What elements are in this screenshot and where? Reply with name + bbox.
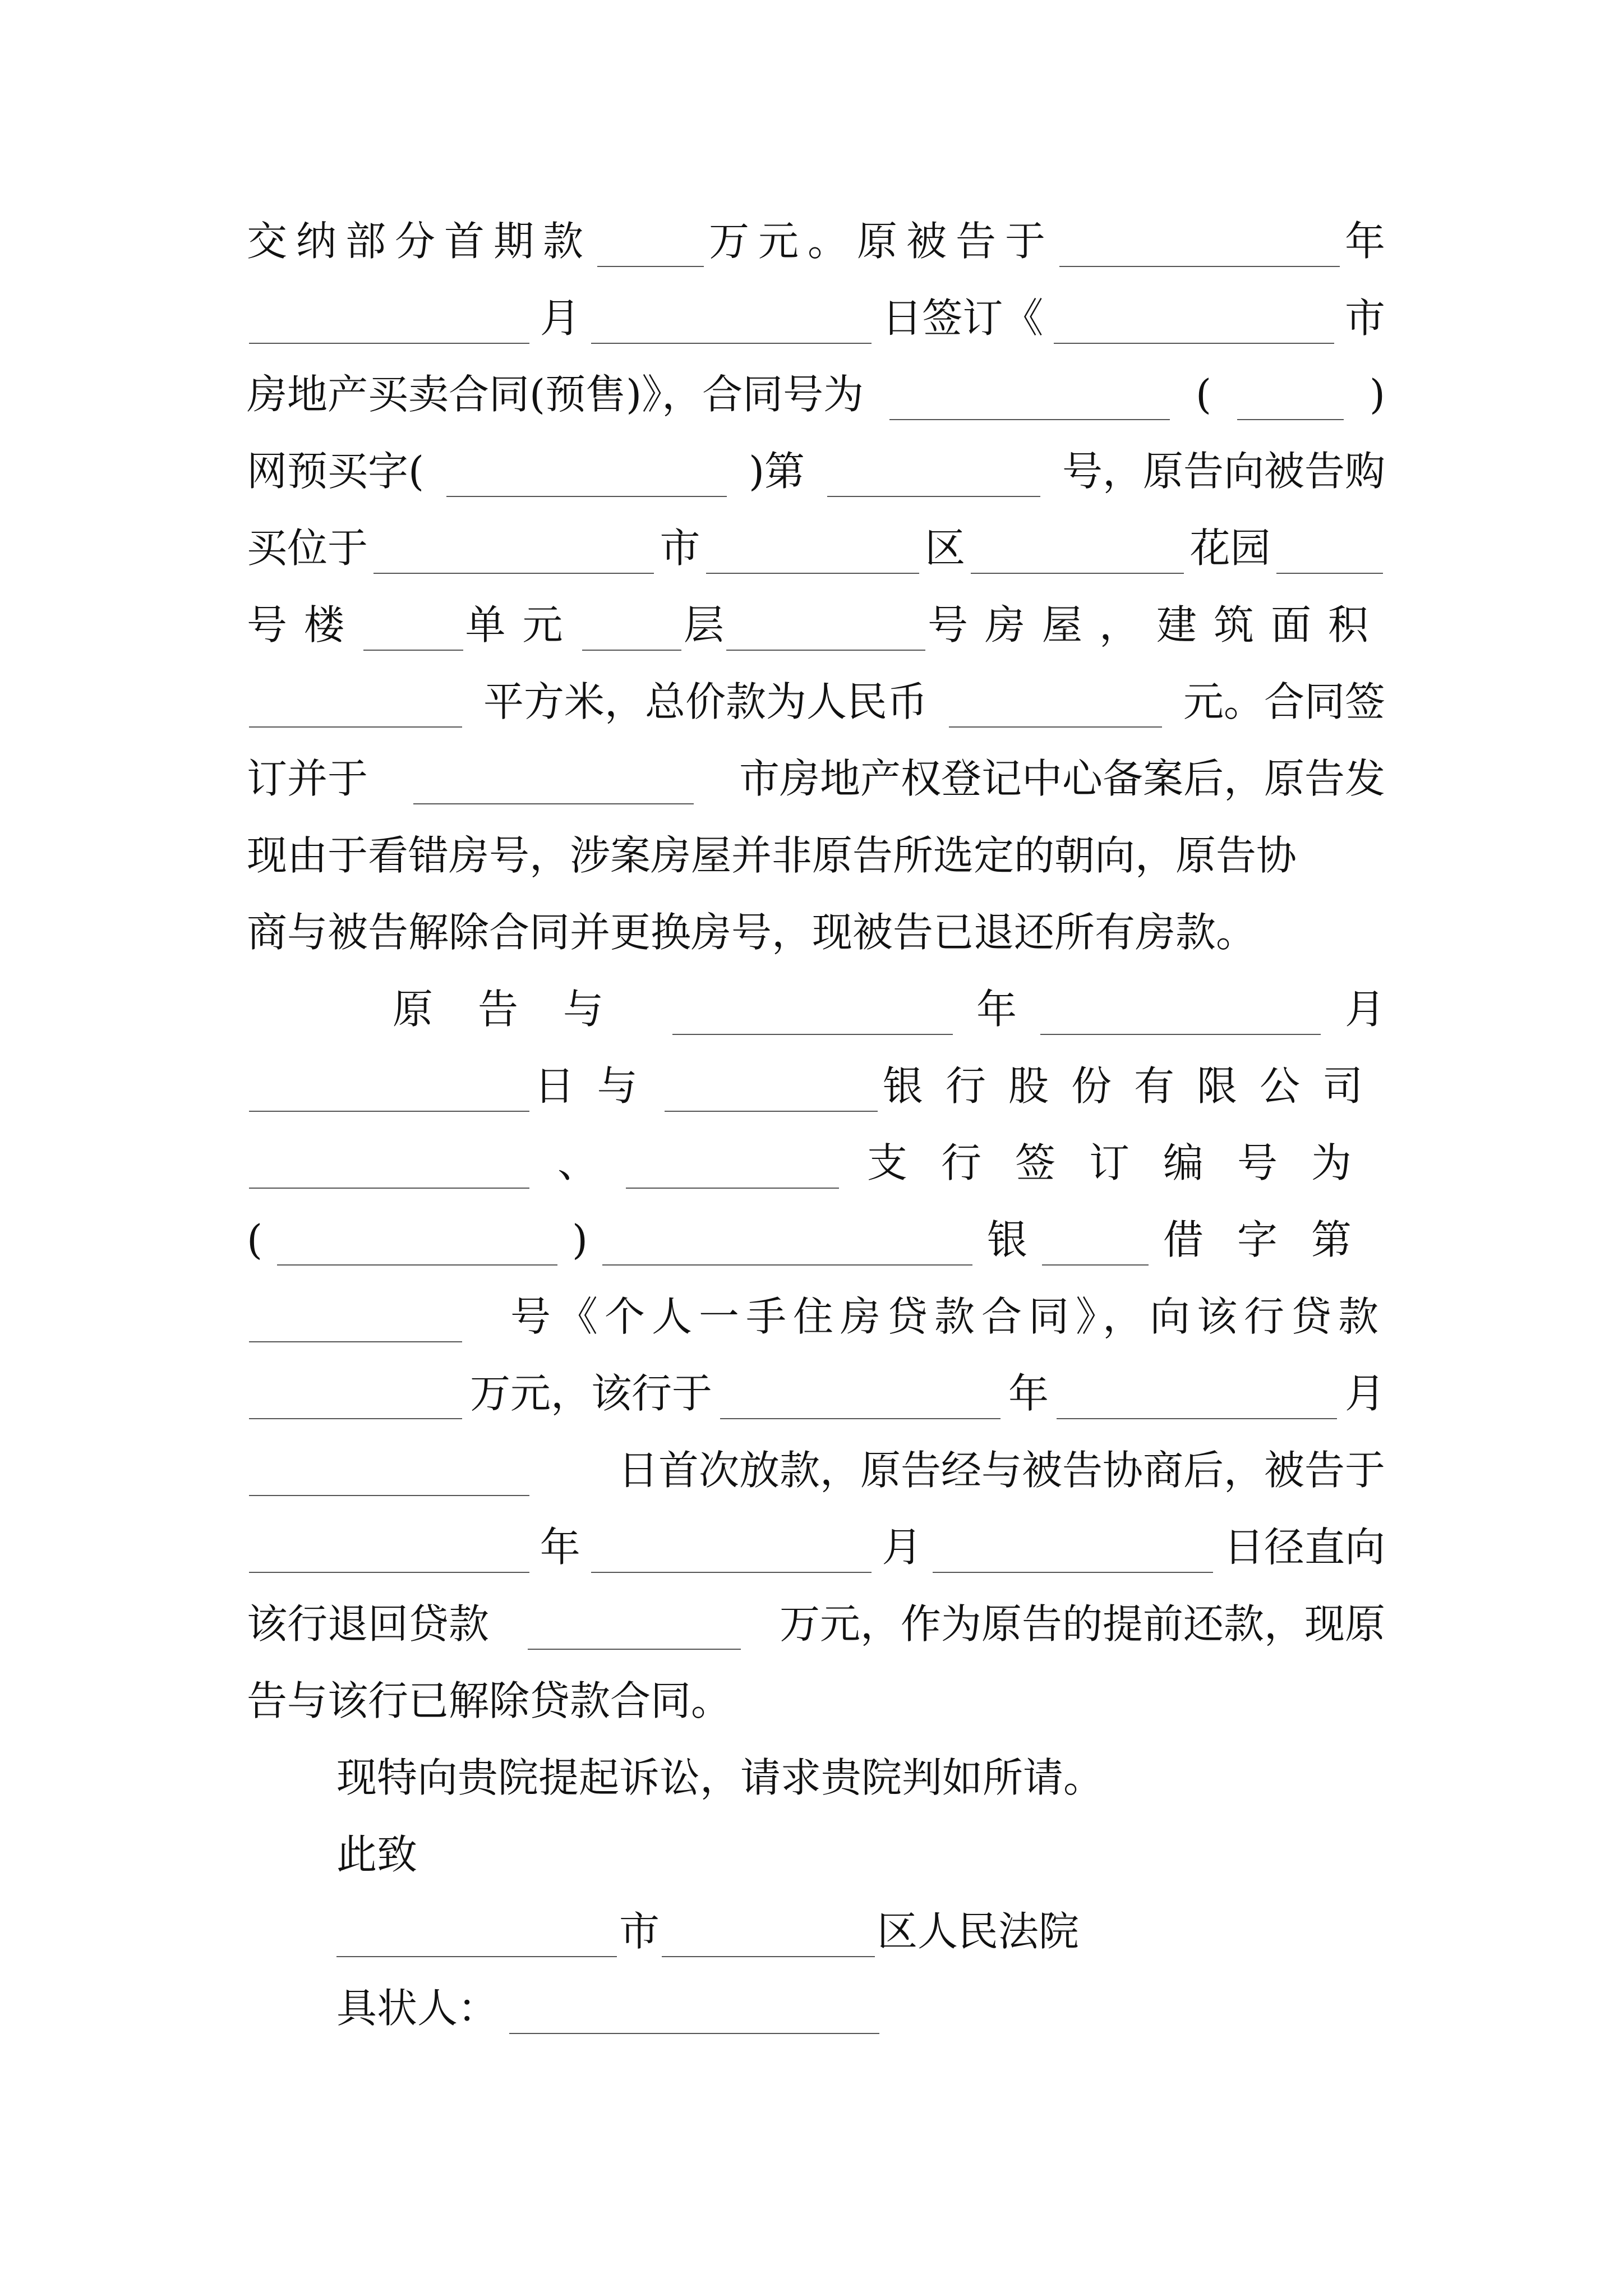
text-segment: 年 xyxy=(1008,1370,1049,1417)
text-segment: 万元。原被告于 xyxy=(708,218,1054,265)
text-segment: 告与该行已解除贷款合同。 xyxy=(247,1677,732,1724)
text-line xyxy=(247,1516,1385,1578)
text-segment: ( xyxy=(1196,371,1212,418)
blank-field[interactable] xyxy=(249,1071,529,1112)
blank-field[interactable] xyxy=(249,1379,462,1419)
blank-field[interactable] xyxy=(626,1148,839,1189)
text-segment: 月 xyxy=(882,1524,923,1571)
text-segment: 网预买字( xyxy=(247,448,425,495)
text-line xyxy=(247,748,1385,809)
text-segment: 区 xyxy=(925,524,966,572)
text-segment: 现由于看错房号，涉案房屋并非原告所选定的朝向，原告协 xyxy=(247,832,1297,879)
blank-field[interactable] xyxy=(1237,380,1344,420)
text-line xyxy=(247,364,1385,425)
text-line xyxy=(247,1055,1385,1117)
blank-field[interactable] xyxy=(413,764,694,804)
text-segment: 花园 xyxy=(1189,524,1271,572)
text-segment: 日与 xyxy=(534,1062,660,1110)
text-segment: 号，原告向被告购 xyxy=(1062,448,1385,495)
blank-field[interactable] xyxy=(249,1148,529,1189)
text-segment: 号《个人一手住房贷款合同》，向该行贷款 xyxy=(510,1293,1385,1340)
text-line xyxy=(247,825,1385,886)
text-segment: ) xyxy=(572,1216,588,1263)
text-segment: 银行股份有限公司 xyxy=(882,1062,1385,1110)
text-segment: 交纳部分首期款 xyxy=(247,218,593,265)
blank-field[interactable] xyxy=(249,1456,529,1496)
text-line xyxy=(336,1901,1385,1962)
text-segment: 市 xyxy=(1344,295,1385,342)
blank-field[interactable] xyxy=(446,457,727,497)
blank-field[interactable] xyxy=(1040,995,1321,1035)
blank-field[interactable] xyxy=(374,533,654,574)
text-segment: 订并于 xyxy=(247,755,368,802)
text-line xyxy=(247,1439,1385,1501)
text-segment: 日径直向 xyxy=(1223,1524,1385,1571)
text-line xyxy=(247,440,1385,502)
blank-field[interactable] xyxy=(971,533,1184,574)
blank-field[interactable] xyxy=(597,227,704,267)
text-line xyxy=(247,901,1385,963)
text-segment: 市 xyxy=(660,524,700,572)
text-segment: 号楼 xyxy=(247,601,362,648)
blank-field[interactable] xyxy=(662,1917,875,1957)
text-segment: 买位于 xyxy=(247,524,368,572)
blank-field[interactable] xyxy=(249,1533,529,1573)
text-segment: 此致 xyxy=(336,1831,418,1878)
blank-field[interactable] xyxy=(720,1379,1000,1419)
text-line xyxy=(336,1824,1385,1885)
text-segment: )第 xyxy=(748,448,805,495)
blank-field[interactable] xyxy=(509,1994,879,2034)
blank-field[interactable] xyxy=(582,610,681,651)
blank-field[interactable] xyxy=(706,533,919,574)
blank-field[interactable] xyxy=(949,687,1162,728)
text-segment: 万元，作为原告的提前还款，现原 xyxy=(779,1600,1385,1648)
text-segment: 、 xyxy=(557,1139,598,1186)
blank-field[interactable] xyxy=(672,995,953,1035)
text-line xyxy=(247,671,1385,733)
text-segment: 层 xyxy=(684,601,725,648)
text-line xyxy=(336,1977,1385,2039)
text-segment: 现特向贵院提起诉讼，请求贵院判如所请。 xyxy=(336,1754,1104,1801)
text-line xyxy=(247,1209,1385,1271)
text-line xyxy=(393,978,1385,1040)
text-segment: 该行退回贷款 xyxy=(247,1600,490,1648)
blank-field[interactable] xyxy=(602,1225,972,1266)
text-segment: 月 xyxy=(1344,1370,1385,1417)
text-line xyxy=(247,1593,1385,1655)
text-segment: 月 xyxy=(540,295,580,342)
text-segment: 商与被告解除合同并更换房号，现被告已退还所有房款。 xyxy=(247,909,1257,956)
blank-field[interactable] xyxy=(1042,1225,1149,1266)
text-segment: 号房屋，建筑面积 xyxy=(927,601,1385,648)
text-segment: 原告与 xyxy=(393,986,649,1033)
blank-field[interactable] xyxy=(1057,1379,1337,1419)
text-line xyxy=(247,594,1385,656)
text-segment: 市 xyxy=(619,1908,660,1955)
text-line xyxy=(247,1286,1385,1347)
blank-field[interactable] xyxy=(336,1917,617,1957)
text-line xyxy=(247,1363,1385,1424)
text-segment: 年 xyxy=(976,986,1017,1033)
text-line xyxy=(247,210,1385,272)
text-segment: 年 xyxy=(540,1524,580,1571)
text-segment: 市房地产权登记中心备案后，原告发 xyxy=(739,755,1385,802)
blank-field[interactable] xyxy=(726,610,925,651)
text-segment: 单元 xyxy=(465,601,580,648)
text-segment: 房地产买卖合同(预售)》，合同号为 xyxy=(247,371,864,418)
text-segment: 具状人： xyxy=(336,1985,499,2032)
text-segment: 银 xyxy=(987,1216,1028,1263)
text-line xyxy=(336,1747,1385,1809)
blank-field[interactable] xyxy=(249,687,462,728)
blank-field[interactable] xyxy=(528,1609,741,1650)
blank-field[interactable] xyxy=(591,303,872,344)
text-segment: 万元，该行于 xyxy=(469,1370,712,1417)
text-line xyxy=(247,517,1385,579)
text-segment: 日签订《 xyxy=(882,295,1044,342)
text-segment: 借字第 xyxy=(1163,1216,1385,1263)
blank-field[interactable] xyxy=(277,1225,557,1266)
blank-field[interactable] xyxy=(1059,227,1340,267)
text-segment: ) xyxy=(1369,371,1385,418)
text-line xyxy=(247,287,1385,349)
blank-field[interactable] xyxy=(249,1302,462,1342)
blank-field[interactable] xyxy=(889,380,1170,420)
text-segment: 支行签订编号为 xyxy=(866,1139,1385,1186)
blank-field[interactable] xyxy=(249,303,529,344)
text-segment: 元。合同签 xyxy=(1183,678,1385,725)
text-line xyxy=(247,1670,1385,1732)
blank-field[interactable] xyxy=(665,1071,878,1112)
blank-field[interactable] xyxy=(591,1533,872,1573)
blank-field[interactable] xyxy=(363,610,463,651)
blank-field[interactable] xyxy=(1054,303,1334,344)
text-line xyxy=(247,1132,1385,1194)
blank-field[interactable] xyxy=(1276,533,1383,574)
text-segment: 日首次放款，原告经与被告协商后，被告于 xyxy=(617,1447,1385,1494)
blank-field[interactable] xyxy=(933,1533,1213,1573)
text-segment: 年 xyxy=(1344,218,1385,265)
text-segment: 月 xyxy=(1344,986,1385,1033)
text-segment: ( xyxy=(247,1216,263,1263)
text-segment: 区人民法院 xyxy=(877,1908,1080,1955)
text-segment: 平方米，总价款为人民币 xyxy=(483,678,928,725)
blank-field[interactable] xyxy=(827,457,1040,497)
